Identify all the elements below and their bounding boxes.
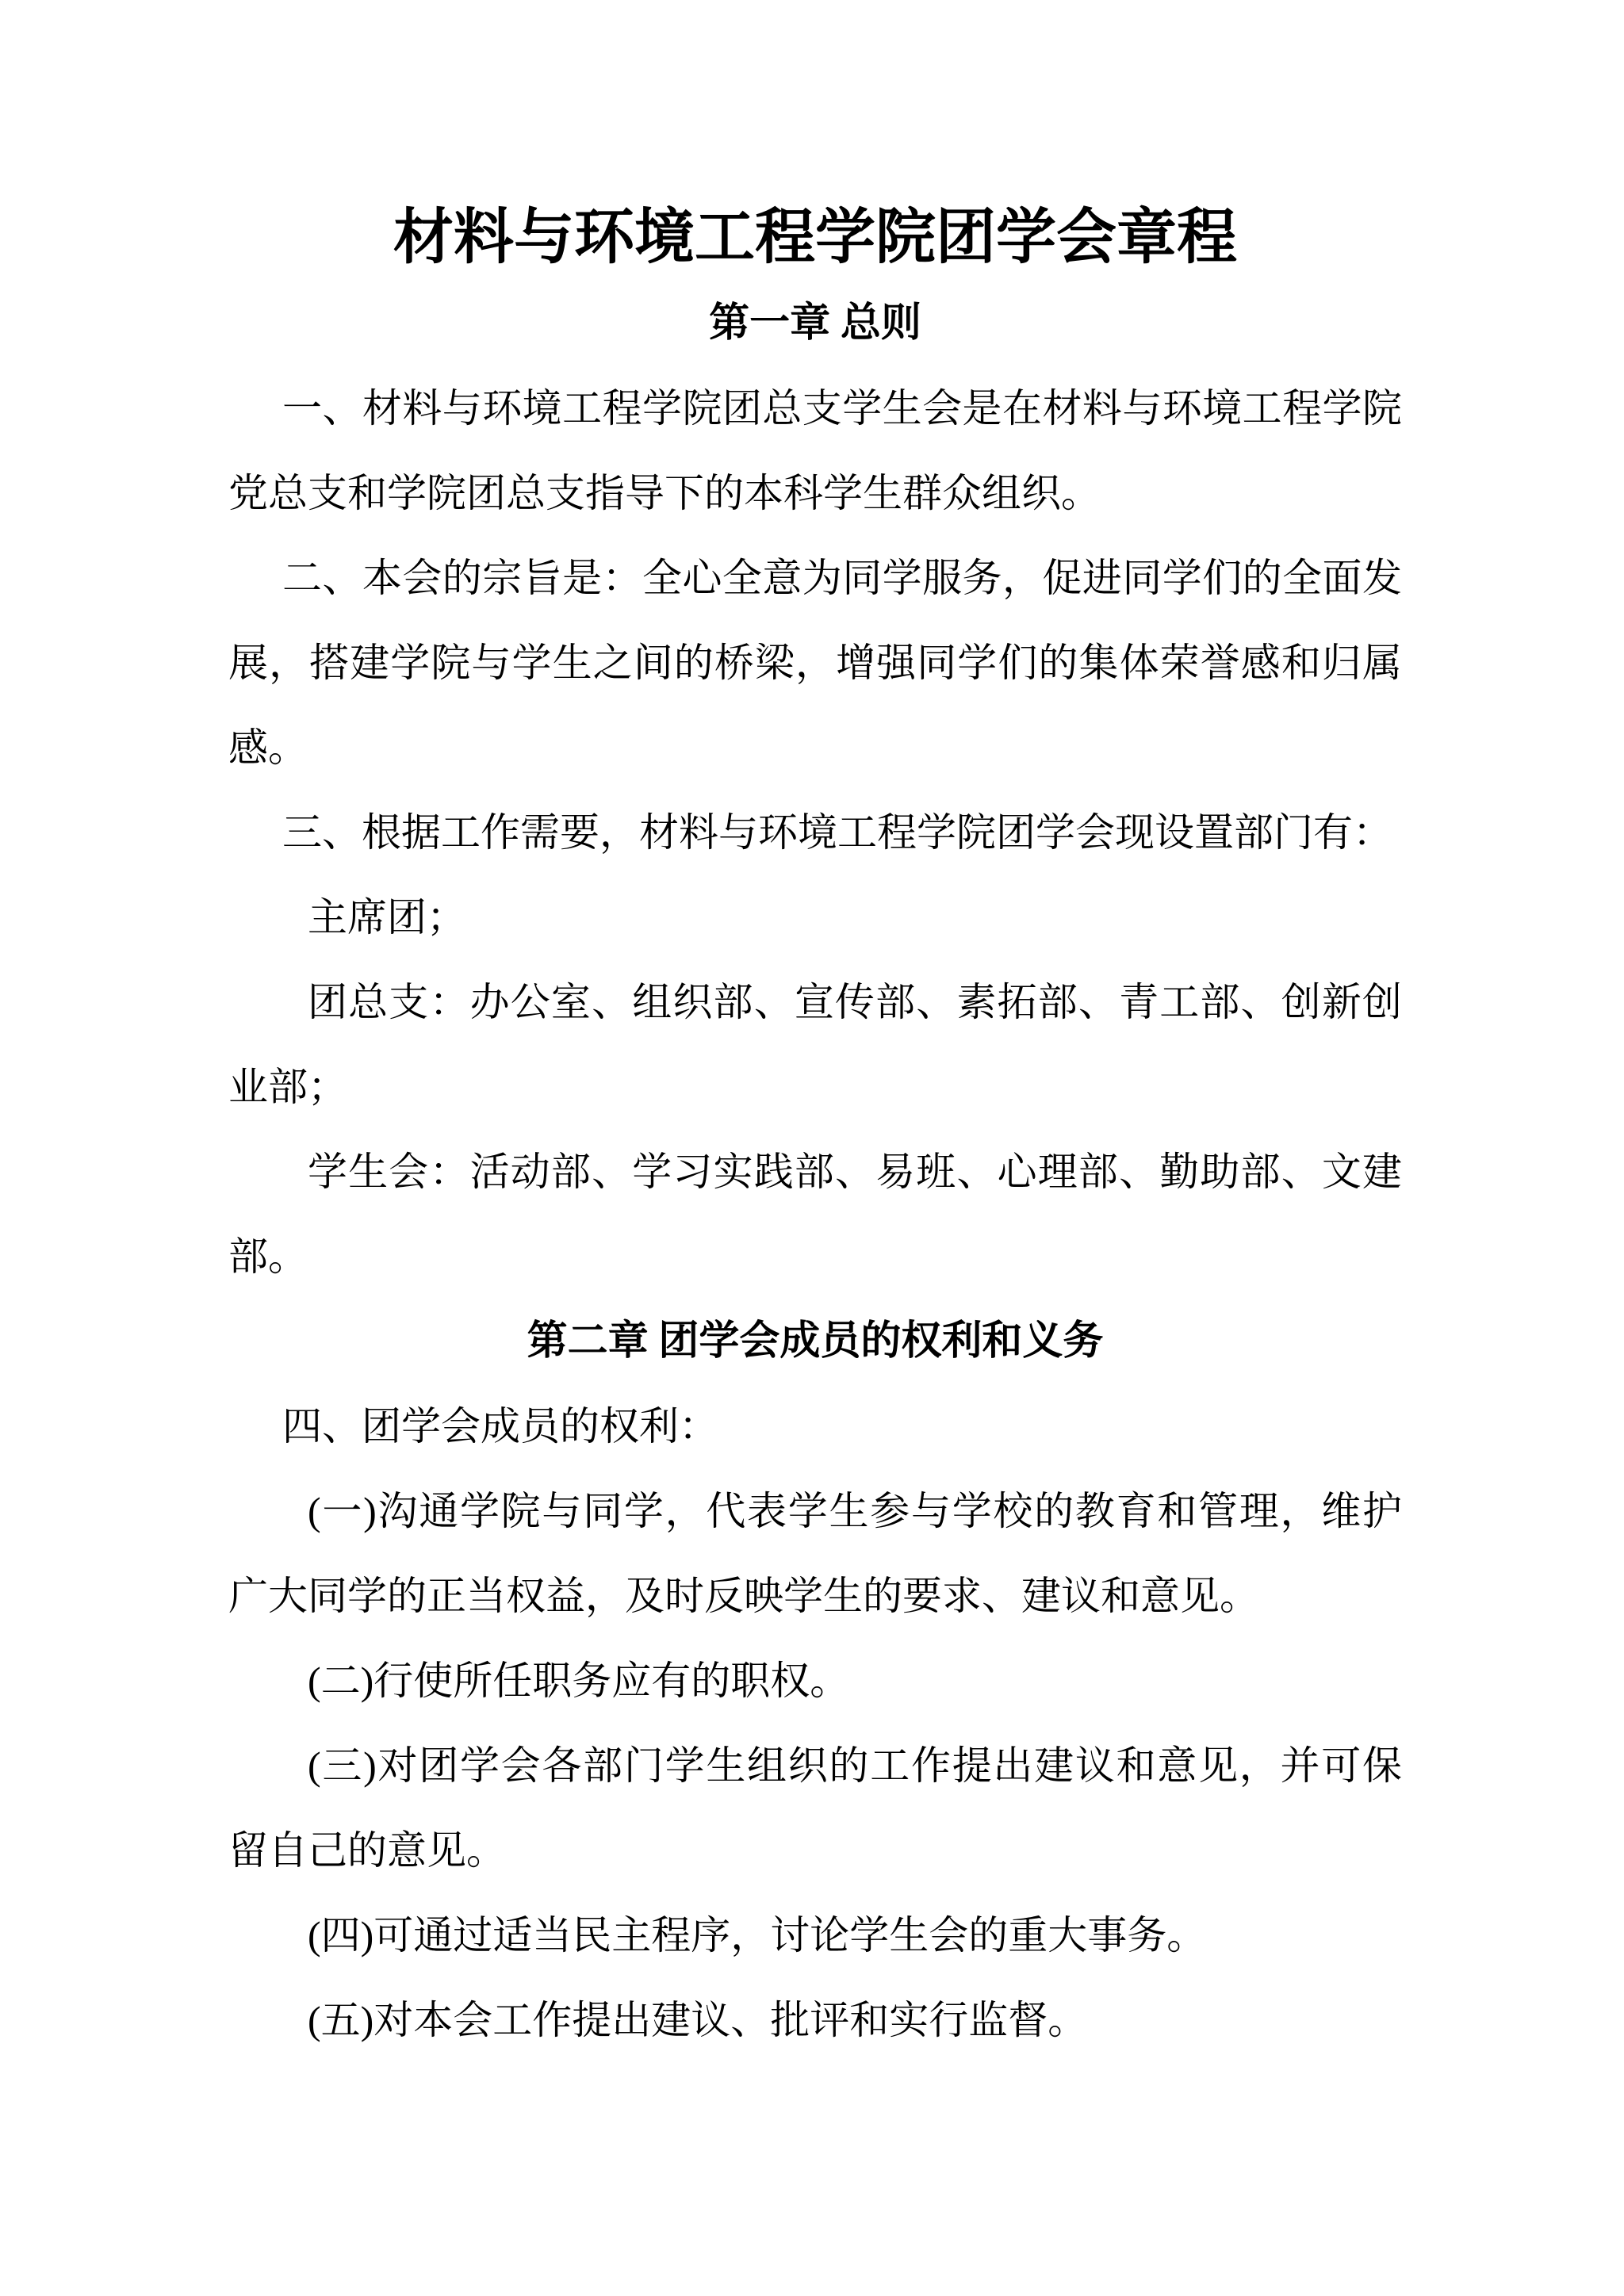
chapter-1-paragraph-3: 三、根据工作需要，材料与环境工程学院团学会现设置部门有： bbox=[282, 810, 1392, 855]
chapter-2-paragraph-3-right-2: (二)行使所任职务应有的职权。 bbox=[308, 1659, 850, 1703]
chapter-1-paragraph-6-student-union: 学生会：活动部、学习实践部、易班、心理部、勤助部、文建部。 bbox=[228, 1150, 1402, 1279]
chapter-1-paragraph-1: 一、材料与环境工程学院团总支学生会是在材料与环境工程学院党总支和学院团总支指导下的本科学生群众组织。 bbox=[228, 386, 1402, 515]
document-title: 材料与环境工程学院团学会章程 bbox=[393, 205, 1237, 271]
chapter-1-paragraph-5-league-branch: 团总支：办公室、组织部、宣传部、素拓部、青工部、创新创业部； bbox=[228, 980, 1402, 1109]
chapter-2-paragraph-1: 四、团学会成员的权利： bbox=[282, 1404, 718, 1448]
chapter-2-paragraph-2-right-1: (一)沟通学院与同学，代表学生参与学校的教育和管理，维护广大同学的正当权益，及时反映学生的要求、建议和意见。 bbox=[228, 1489, 1402, 1618]
chapter-1-paragraph-2: 二、本会的宗旨是：全心全意为同学服务，促进同学们的全面发展，搭建学院与学生之间的桥梁，增强同学们的集体荣誉感和归属感。 bbox=[228, 556, 1402, 770]
chapter-2-paragraph-6-right-5: (五)对本会工作提出建议、批评和实行监督。 bbox=[308, 1998, 1088, 2042]
chapter-1-paragraph-4-presidium: 主席团； bbox=[308, 895, 466, 939]
chapter-2-paragraph-5-right-4: (四)可通过适当民主程序，讨论学生会的重大事务。 bbox=[308, 1913, 1207, 1957]
chapter-1-heading: 第一章 总则 bbox=[709, 301, 921, 346]
chapter-2-heading: 第二章 团学会成员的权利和义务 bbox=[527, 1319, 1104, 1364]
chapter-2-paragraph-4-right-3: (三)对团学会各部门学生组织的工作提出建议和意见，并可保留自己的意见。 bbox=[228, 1743, 1402, 1873]
